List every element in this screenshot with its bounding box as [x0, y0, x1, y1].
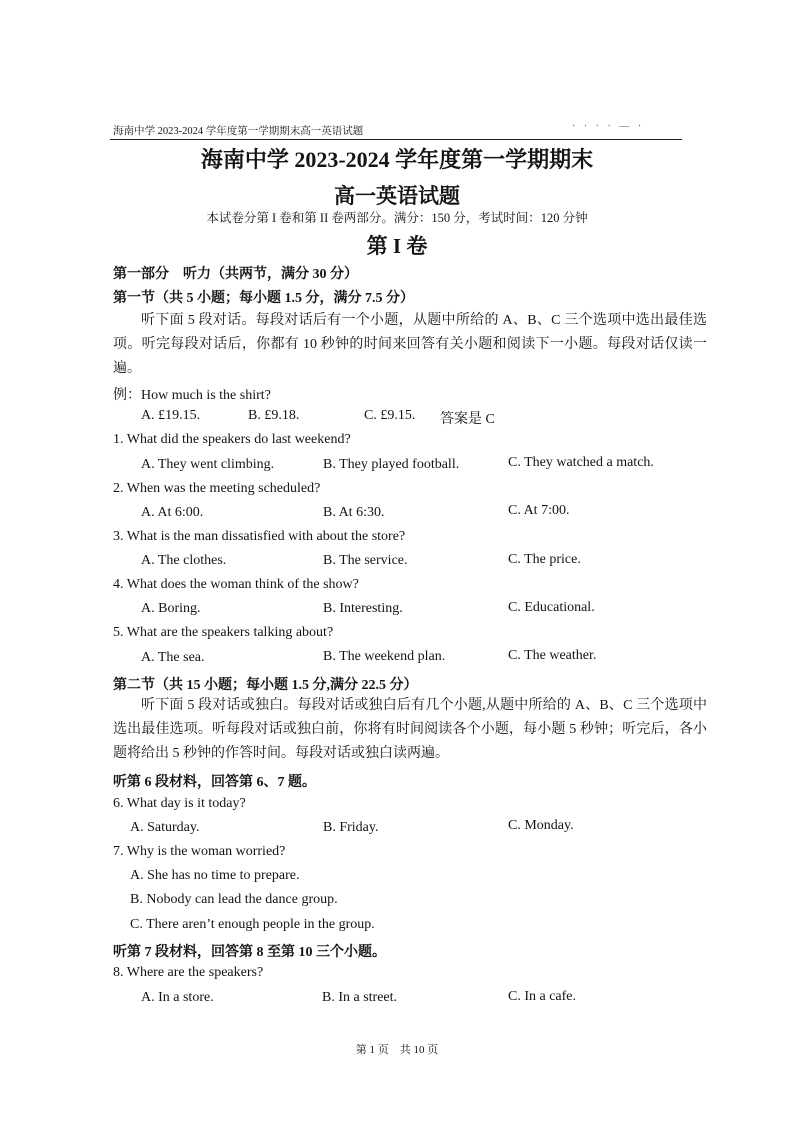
q3-option-c: C. The price.	[508, 552, 581, 567]
example-option-a: A. £19.15.	[141, 408, 201, 423]
q7-option-c: C. There aren’t enough people in the group.	[130, 917, 375, 932]
volume-title: 第 I 卷	[366, 234, 428, 258]
material-7-heading: 听第 7 段材料，回答第 8 至第 10 三个小题。	[113, 945, 386, 960]
section2-instructions: 听下面 5 段对话或独白。每段对话或独白后有几个小题,从题中所给的 A、B、C 三个选项中选出最佳选项。听每段对话或独白前，你将有时间阅读各个小题，每小题 5 秒钟；听完后，各小题将给出 5 秒钟的作答时间。每段对话或独白读两遍。	[113, 698, 707, 761]
q7-option-b: B. Nobody can lead the dance group.	[130, 892, 338, 907]
q2-option-a: A. At 6:00.	[141, 505, 204, 520]
example-option-c: C. £9.15.	[364, 408, 416, 423]
material-6-heading: 听第 6 段材料，回答第 6、7 题。	[113, 775, 316, 790]
question-1: 1. What did the speakers do last weekend?	[113, 432, 351, 447]
page-footer: 第 1 页 共 10 页	[355, 1044, 439, 1056]
exam-title: 海南中学 2023-2024 学年度第一学期期末	[200, 147, 594, 172]
q2-option-b: B. At 6:30.	[323, 505, 385, 520]
section2-heading: 第二节（共 15 小题；每小题 1.5 分,满分 22.5 分）	[113, 678, 418, 693]
q6-option-a: A. Saturday.	[130, 820, 200, 835]
q8-option-b: B. In a street.	[322, 990, 398, 1005]
example-question: 例：How much is the shirt?	[113, 388, 271, 403]
section1-instructions: 听下面 5 段对话。每段对话后有一个小题，从题中所给的 A、B、C 三个选项中选出最佳选项。听完每段对话后，你都有 10 秒钟的时间来回答有关小题和阅读下一小题。每段对话仅读一遍。	[113, 313, 707, 376]
q4-option-b: B. Interesting.	[323, 601, 403, 616]
q8-option-a: A. In a store.	[141, 990, 214, 1005]
q4-option-c: C. Educational.	[508, 600, 595, 615]
q2-option-c: C. At 7:00.	[508, 503, 570, 518]
exam-subtitle: 高一英语试题	[334, 184, 460, 208]
q5-option-c: C. The weather.	[508, 648, 597, 663]
q4-option-a: A. Boring.	[141, 601, 201, 616]
part1-heading: 第一部分 听力（共两节，满分 30 分）	[113, 267, 358, 282]
q7-option-a: A. She has no time to prepare.	[130, 868, 300, 883]
header-rule	[110, 139, 682, 140]
q5-option-b: B. The weekend plan.	[323, 649, 446, 664]
question-2: 2. When was the meeting scheduled?	[113, 481, 321, 496]
header-marks: · · · · — ·	[572, 121, 645, 132]
question-8: 8. Where are the speakers?	[113, 965, 264, 980]
q3-option-a: A. The clothes.	[141, 553, 227, 568]
q8-option-c: C. In a cafe.	[508, 989, 577, 1004]
question-6: 6. What day is it today?	[113, 796, 246, 811]
example-answer: 答案是 C	[440, 412, 495, 427]
q6-option-b: B. Friday.	[323, 820, 379, 835]
question-4: 4. What does the woman think of the show?	[113, 577, 359, 592]
question-5: 5. What are the speakers talking about?	[113, 625, 334, 640]
q6-option-c: C. Monday.	[508, 818, 574, 833]
q3-option-b: B. The service.	[323, 553, 408, 568]
exam-info: 本试卷分第 I 卷和第 II 卷两部分。满分：150 分，考试时间：120 分钟	[206, 211, 588, 225]
question-3: 3. What is the man dissatisfied with about the store?	[113, 529, 406, 544]
q1-option-b: B. They played football.	[323, 457, 460, 472]
q5-option-a: A. The sea.	[141, 650, 205, 665]
example-option-b: B. £9.18.	[248, 408, 300, 423]
q1-option-a: A. They went climbing.	[141, 457, 275, 472]
q1-option-c: C. They watched a match.	[508, 455, 654, 470]
section1-heading: 第一节（共 5 小题；每小题 1.5 分，满分 7.5 分）	[113, 291, 414, 306]
running-header: 海南中学 2023-2024 学年度第一学期期末高一英语试题	[113, 126, 364, 137]
question-7: 7. Why is the woman worried?	[113, 844, 286, 859]
